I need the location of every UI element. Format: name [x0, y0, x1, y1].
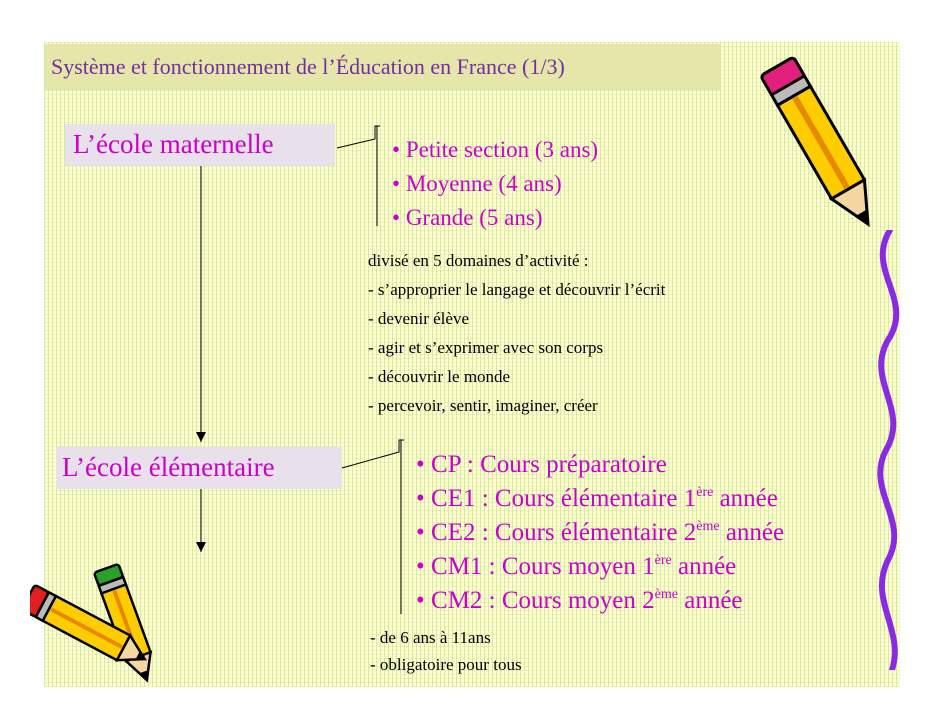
list-item: • CP : Cours préparatoire [416, 448, 784, 482]
elementaire-classes-list [416, 448, 784, 618]
squiggle-icon [860, 230, 920, 670]
list-item: - percevoir, sentir, imaginer, créer [368, 396, 598, 415]
list-item: - découvrir le monde [368, 367, 511, 386]
bracket-elementaire [342, 440, 404, 468]
list-item: • CE1 : Cours élémentaire 1ère année [416, 482, 784, 516]
list-item: - devenir élève [368, 309, 469, 328]
list-item: • Grande (5 ans) [392, 201, 598, 235]
heading-ecole-elementaire: L’école élémentaire [56, 447, 342, 489]
list-item: - s’approprier le langage et découvrir l’écrit [368, 280, 666, 299]
elementaire-notes-list [370, 624, 522, 678]
heading-ecole-maternelle: L’école maternelle [65, 124, 335, 166]
pencil-icon [758, 46, 888, 246]
list-item: - de 6 ans à 11ans [370, 628, 491, 647]
list-item: - agir et s’exprimer avec son corps [368, 338, 604, 357]
list-item: • Petite section (3 ans) [392, 133, 598, 167]
list-item: • CE2 : Cours élémentaire 2ème année [416, 516, 784, 550]
list-item: • CM2 : Cours moyen 2ème année [416, 584, 784, 618]
slide-title: Système et fonctionnement de l’Éducation en France (1/3) [45, 44, 720, 90]
bracket-maternelle [337, 126, 380, 148]
list-item: • Moyenne (4 ans) [392, 167, 598, 201]
list-item: divisé en 5 domaines d’activité : [368, 251, 589, 270]
maternelle-domains-list [368, 246, 665, 420]
list-item: - obligatoire pour tous [370, 655, 522, 674]
list-item: • CM1 : Cours moyen 1ère année [416, 550, 784, 584]
arrow-head-2 [196, 542, 206, 552]
arrow-head-1 [196, 432, 206, 442]
maternelle-sections-list [392, 133, 598, 235]
pencil-pair-icon [30, 560, 180, 690]
